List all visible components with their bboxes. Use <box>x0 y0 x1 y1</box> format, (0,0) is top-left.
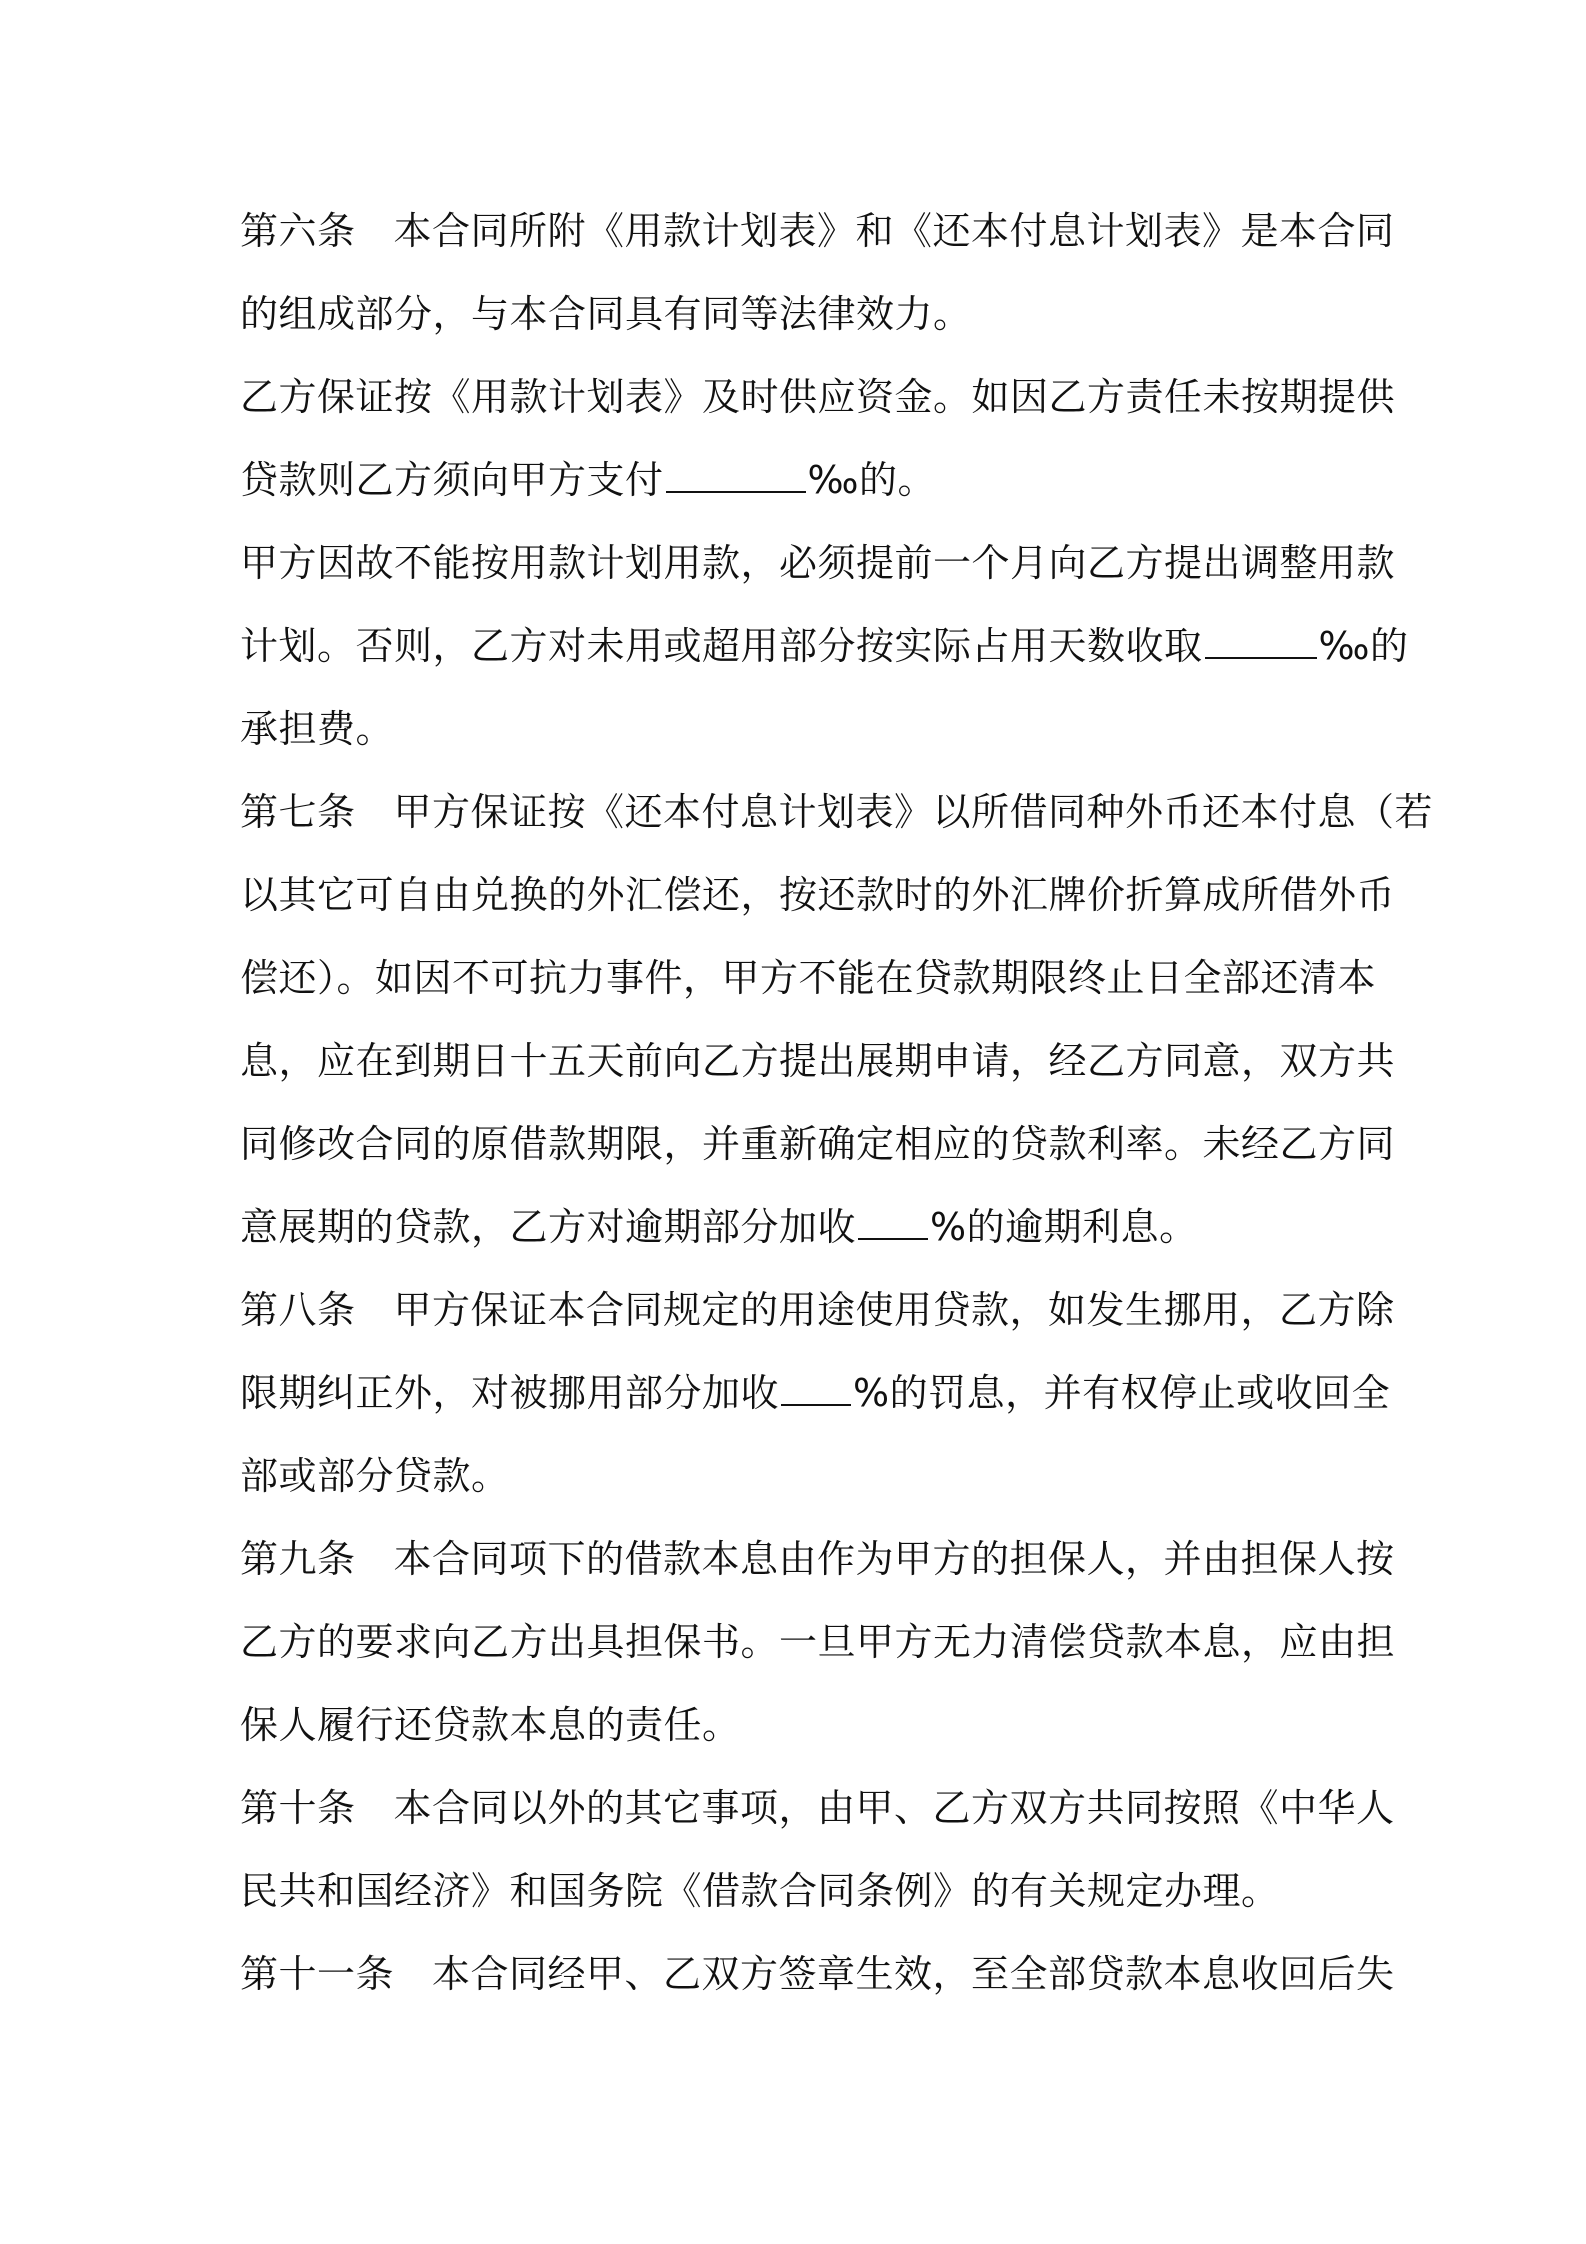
fill-in-blank <box>781 1374 851 1406</box>
article-9-line-3 <box>240 1684 1360 1767</box>
text-span: 民共和国经济》和国务院《借款合同条例》的有关规定办理。 <box>240 1869 1280 1913</box>
article-10-heading: 第十条 <box>240 1786 356 1830</box>
article-8-line-3 <box>240 1435 1360 1518</box>
article-6-line-7 <box>240 688 1360 771</box>
fill-in-blank <box>858 1208 928 1240</box>
article-10-line-1 <box>240 1767 1395 1850</box>
article-11-line-1 <box>240 1933 1395 2016</box>
article-10-line-2 <box>240 1850 1360 1933</box>
text-span: 的组成部分，与本合同具有同等法律效力。 <box>240 292 972 336</box>
article-7-line-3 <box>240 937 1377 1020</box>
text-span: %的罚息，并有权停止或收回全 <box>853 1371 1391 1415</box>
text-span: 本合同以外的其它事项，由甲、乙方双方共同按照《中华人 <box>393 1786 1395 1830</box>
article-9-line-1 <box>240 1518 1395 1601</box>
text-span: 甲方保证按《还本付息计划表》以所借同种外币还本付息（若 <box>393 790 1434 834</box>
article-8-line-2 <box>240 1352 1391 1435</box>
text-span: 甲方保证本合同规定的用途使用贷款，如发生挪用，乙方除 <box>393 1288 1395 1332</box>
document-body <box>240 190 1434 2016</box>
text-span: 同修改合同的原借款期限，并重新确定相应的贷款利率。未经乙方同 <box>240 1122 1396 1166</box>
article-6-line-5 <box>240 522 1396 605</box>
article-8-line-1 <box>240 1269 1395 1352</box>
article-8-heading: 第八条 <box>240 1288 356 1332</box>
text-span: 承担费。 <box>240 707 395 751</box>
text-span: 乙方的要求向乙方出具担保书。一旦甲方无力清偿贷款本息，应由担 <box>240 1620 1396 1664</box>
fill-in-blank <box>666 461 806 493</box>
text-span: 乙方保证按《用款计划表》及时供应资金。如因乙方责任未按期提供 <box>240 375 1396 419</box>
text-span: 本合同项下的借款本息由作为甲方的担保人，并由担保人按 <box>393 1537 1395 1581</box>
text-span: 限期纠正外，对被挪用部分加收 <box>240 1371 780 1415</box>
article-7-line-4 <box>240 1020 1396 1103</box>
article-7-line-2 <box>240 854 1396 937</box>
text-span: 本合同所附《用款计划表》和《还本付息计划表》是本合同 <box>393 209 1395 253</box>
text-span: 偿还）。如因不可抗力事件，甲方不能在贷款期限终止日全部还清本 <box>240 956 1377 1000</box>
article-7-line-5 <box>240 1103 1396 1186</box>
text-span: 息，应在到期日十五天前向乙方提出展期申请，经乙方同意，双方共 <box>240 1039 1396 1083</box>
text-span: %的逾期利息。 <box>930 1205 1198 1249</box>
article-6-line-4 <box>240 439 1360 522</box>
text-span: 部或部分贷款。 <box>240 1454 510 1498</box>
article-7-heading: 第七条 <box>240 790 356 834</box>
text-span: ‰的 <box>1318 624 1409 668</box>
article-6-line-2 <box>240 273 1360 356</box>
article-11-heading: 第十一条 <box>240 1952 395 1996</box>
text-span: 贷款则乙方须向甲方支付 <box>240 458 664 502</box>
article-9-line-2 <box>240 1601 1396 1684</box>
text-span: 意展期的贷款，乙方对逾期部分加收 <box>240 1205 857 1249</box>
article-9-heading: 第九条 <box>240 1537 356 1581</box>
text-span: 以其它可自由兑换的外汇偿还，按还款时的外汇牌价折算成所借外币 <box>240 873 1396 917</box>
article-6-line-6 <box>240 605 1409 688</box>
text-span: ‰的。 <box>807 458 937 502</box>
text-span: 保人履行还贷款本息的责任。 <box>240 1703 741 1747</box>
article-7-line-6 <box>240 1186 1360 1269</box>
text-span: 计划。否则，乙方对未用或超用部分按实际占用天数收取 <box>240 624 1203 668</box>
article-7-line-1 <box>240 771 1434 854</box>
fill-in-blank <box>1205 627 1317 659</box>
text-span: 甲方因故不能按用款计划用款，必须提前一个月向乙方提出调整用款 <box>240 541 1396 585</box>
article-6-heading: 第六条 <box>240 209 356 253</box>
article-6-line-3 <box>240 356 1396 439</box>
text-span: 本合同经甲、乙双方签章生效，至全部贷款本息收回后失 <box>432 1952 1395 1996</box>
article-6-line-1 <box>240 190 1395 273</box>
